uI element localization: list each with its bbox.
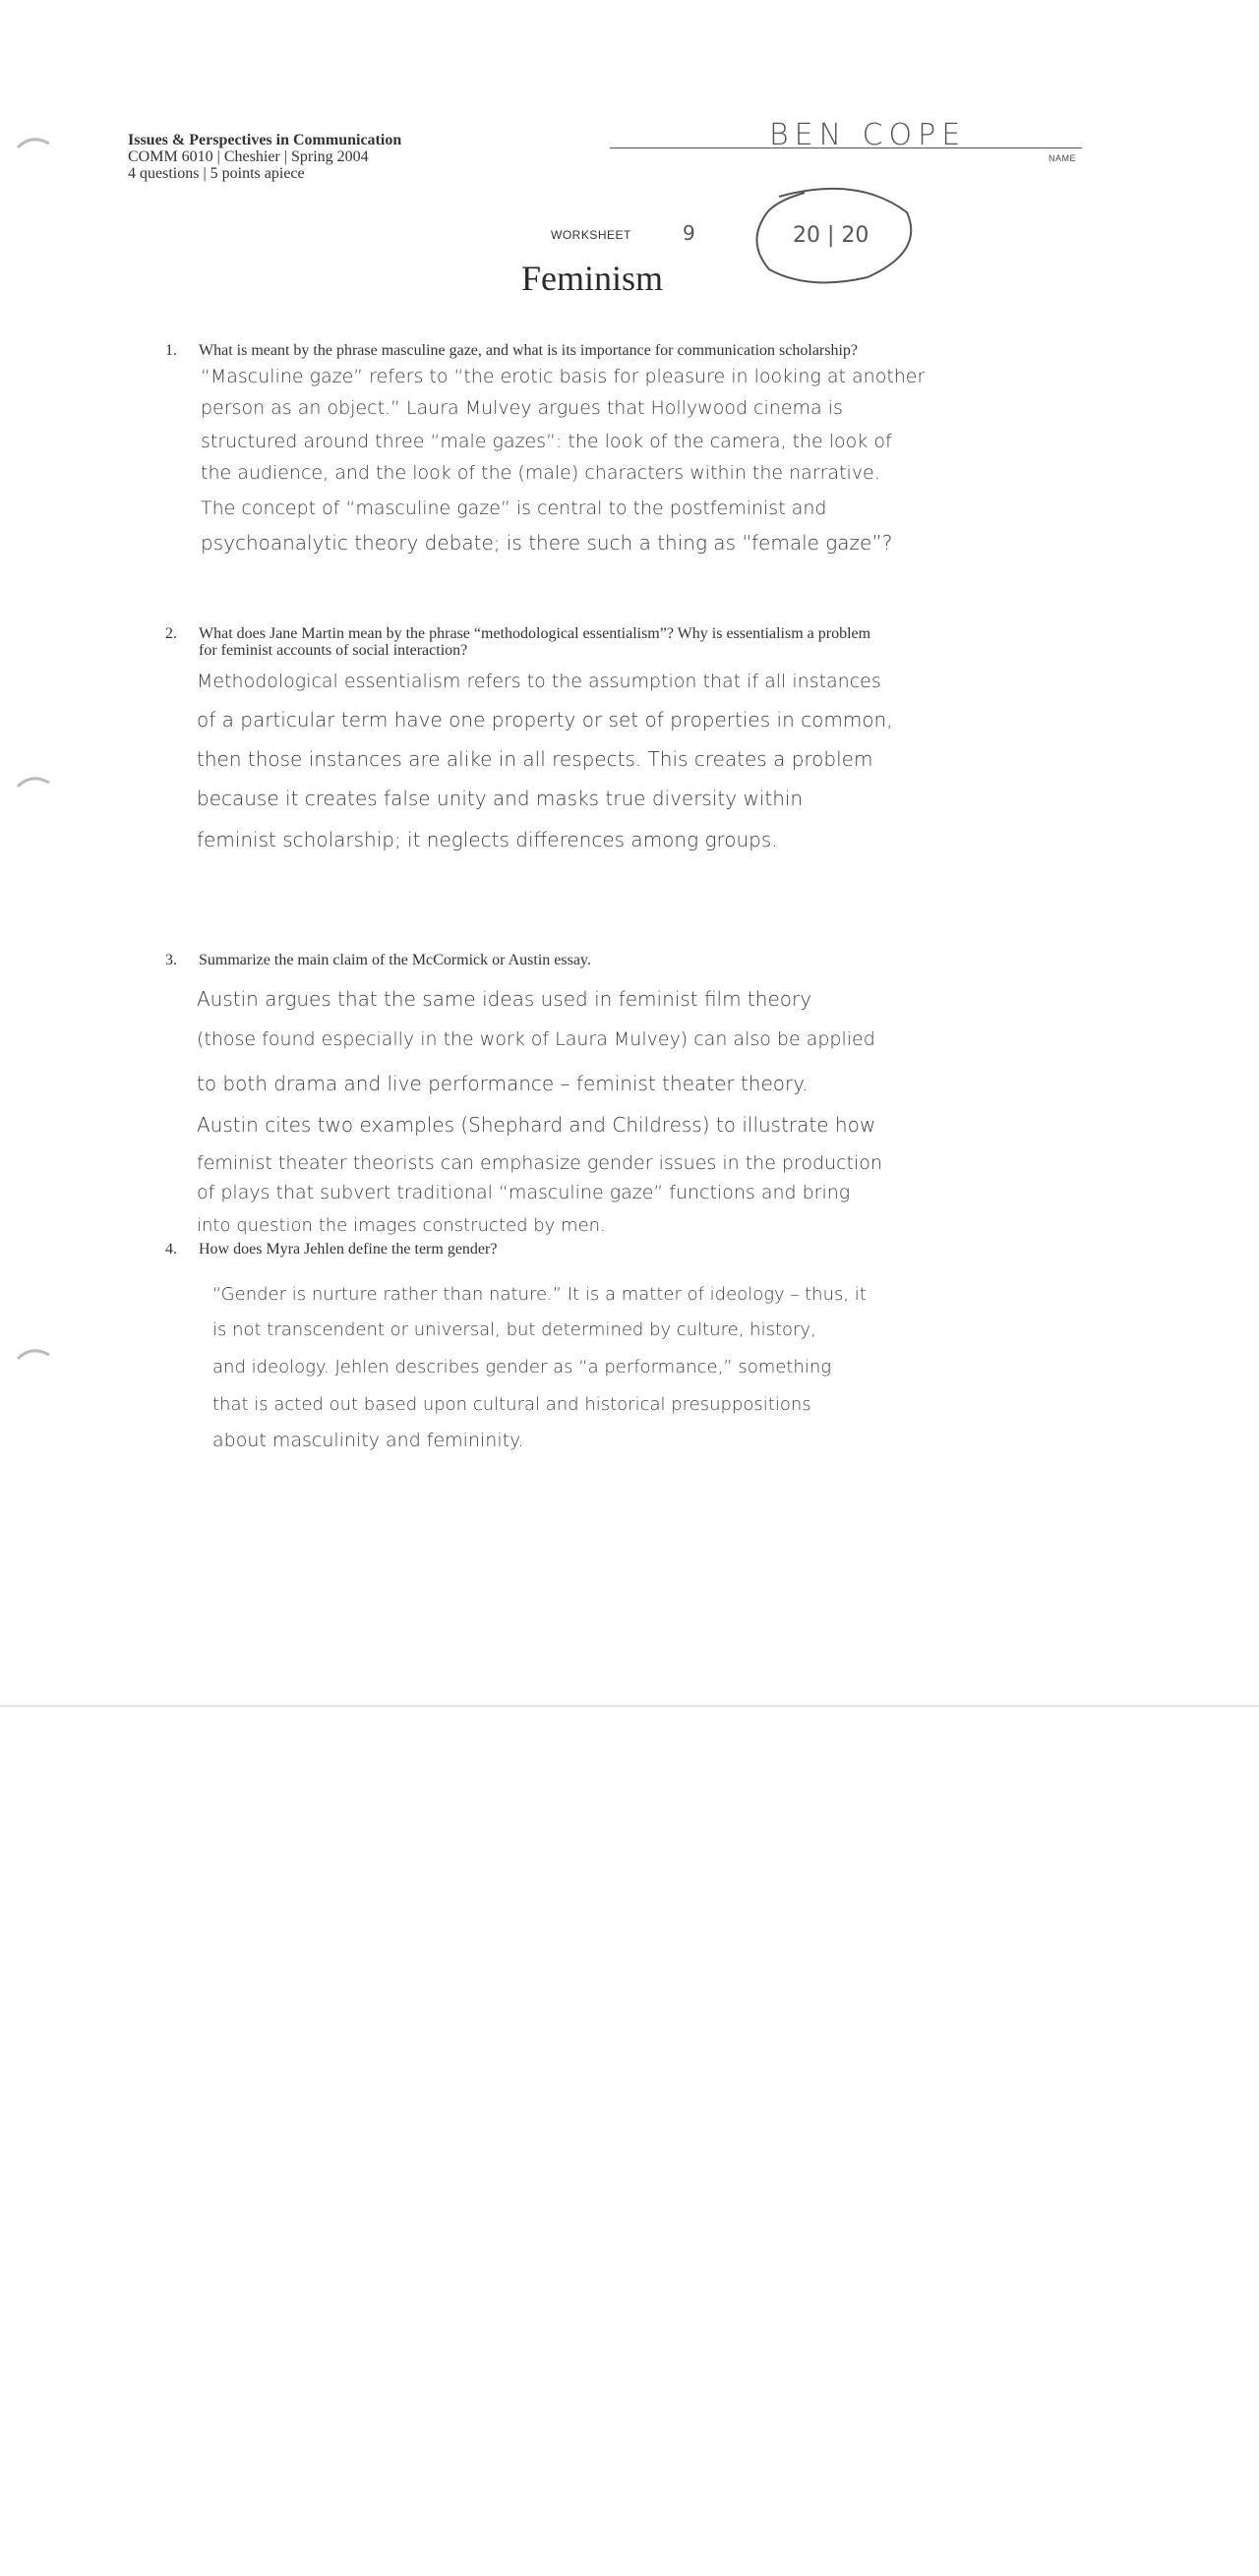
question-2-prompt-line: for feminist accounts of social interaction? xyxy=(199,642,468,659)
question-3-number: 3. xyxy=(165,952,177,968)
worksheet-number: 9 xyxy=(683,221,695,245)
answer-1-line: person as an object.” Laura Mulvey argues that Hollywood cinema is xyxy=(201,397,843,419)
question-2-prompt-line: What does Jane Martin mean by the phrase “methodological essentialism”? Why is essentialism a problem xyxy=(199,625,871,642)
worksheet-label: WORKSHEET xyxy=(551,228,631,242)
answer-3-line: Austin argues that the same ideas used in feminist film theory xyxy=(197,987,812,1011)
course-header xyxy=(128,132,401,182)
course-info: COMM 6010 | Cheshier | Spring 2004 xyxy=(128,148,369,165)
answer-3-line: (those found especially in the work of Laura Mulvey) can also be applied xyxy=(197,1028,875,1050)
name-label: NAME xyxy=(1049,153,1077,163)
question-1-prompt-text: What is meant by the phrase masculine gaze, and what is its importance for communication scholarship? xyxy=(199,342,859,359)
answer-3-line: to both drama and live performance – feminist theater theory. xyxy=(197,1072,809,1095)
answer-2-line: Methodological essentialism refers to the assumption that if all instances xyxy=(197,671,881,692)
answer-3-line: feminist theater theorists can emphasize gender issues in the production xyxy=(197,1152,882,1174)
answer-3-line: into question the images constructed by men. xyxy=(197,1215,606,1236)
answer-1-line: The concept of “masculine gaze” is central to the postfeminist and xyxy=(201,498,827,519)
answer-2-line: then those instances are alike in all respects. This creates a problem xyxy=(197,747,873,771)
question-4-prompt: How does Myra Jehlen define the term gender? xyxy=(199,1241,498,1258)
answer-2-line: of a particular term have one property or set of properties in common, xyxy=(197,708,893,732)
answer-1-line: psychoanalytic theory debate; is there such a thing as “female gaze”? xyxy=(201,531,893,555)
question-2-prompt xyxy=(199,625,870,659)
question-3-prompt: Summarize the main claim of the McCormick or Austin essay. xyxy=(199,952,591,968)
question-4-number: 4. xyxy=(165,1241,177,1258)
answer-2-line: feminist scholarship; it neglects differences among groups. xyxy=(197,828,778,851)
answer-1-line: “Masculine gaze” refers to “the erotic basis for pleasure in looking at another xyxy=(201,366,926,387)
student-name: BEN COPE xyxy=(769,118,967,152)
question-1-number: 1. xyxy=(165,342,177,359)
score-text: 20 | 20 xyxy=(793,223,869,248)
answer-4-line: and ideology. Jehlen describes gender as “a performance,” something xyxy=(212,1357,832,1377)
answer-3-line: Austin cites two examples (Shephard and Childress) to illustrate how xyxy=(197,1113,876,1137)
course-title: Issues & Perspectives in Communication xyxy=(128,132,402,148)
answer-4-line: that is acted out based upon cultural and historical presuppositions xyxy=(212,1394,811,1415)
answer-3-line: of plays that subvert traditional “masculine gaze” functions and bring xyxy=(197,1182,851,1203)
answer-2-line: because it creates false unity and masks true diversity within xyxy=(197,787,804,810)
worksheet-title: Feminism xyxy=(521,259,664,298)
answer-1-line: the audience, and the look of the (male) characters within the narrative. xyxy=(201,462,880,484)
answer-1-line: structured around three “male gazes”: the look of the camera, the look of xyxy=(201,431,892,452)
answer-4-line: about masculinity and femininity. xyxy=(212,1430,524,1451)
score-circle xyxy=(749,183,923,287)
name-line xyxy=(610,147,1082,148)
answer-4-line: is not transcendent or universal, but determined by culture, history, xyxy=(212,1319,816,1340)
course-meta: 4 questions | 5 points apiece xyxy=(128,165,305,182)
question-1-prompt xyxy=(199,342,858,359)
answer-4-line: “Gender is nurture rather than nature.” It is a matter of ideology – thus, it xyxy=(212,1284,867,1305)
question-2-number: 2. xyxy=(165,625,177,642)
